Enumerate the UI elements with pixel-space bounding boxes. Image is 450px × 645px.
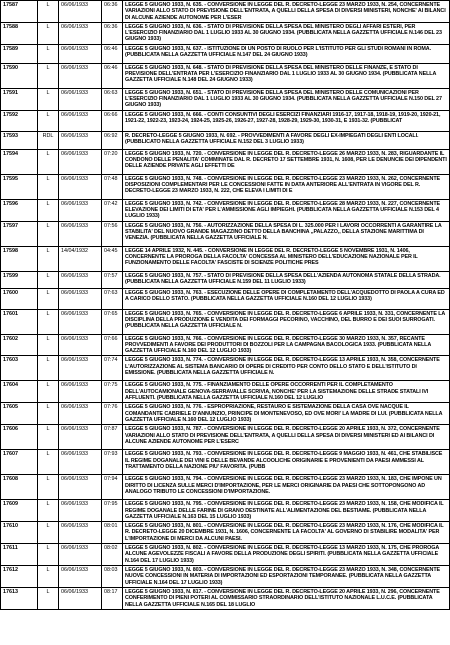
table-row bbox=[1, 425, 450, 450]
record-page: 06:46 bbox=[102, 44, 123, 63]
record-type: RDL bbox=[38, 131, 59, 149]
table-row bbox=[1, 587, 450, 609]
record-text: LEGGE 5 GIUGNO 1933, N. 787. - CONVERSIONE IN LEGGE DEL R. DECRETO-LEGGE 20 APRILE 1933, N. 372, CONCERNENTE VARIAZIONI ALLO STATO DI PREVISIONE DELL'ENTRATA, A QUELLI DELLA SPESA DI DIVERSI MINISTERI ED AI BILANCI DI ALCUNE AZIENDE AUTONOME PER L'ESERC bbox=[123, 425, 450, 450]
record-text: LEGGE 5 GIUGNO 1933, N. 776. - ESPROPRIAZIONE, RESTAURO E SISTEMAZIONE DELLA CASA OVE NACQUE IL COMANDANTE CABRIELE D'ANNUNZIO, PRINCIPE DI MONTENEVOSO, ED OVE MORI' LA MADRE DI LUI. (PUBBLICATA NELLA GAZZETTA UFFICIALE N.160 DEL 12 LUGLIO 1933) bbox=[123, 403, 450, 425]
record-number: 17600 bbox=[1, 288, 38, 309]
record-date: 06/06/1933 bbox=[59, 309, 102, 334]
record-date: 06/06/1933 bbox=[59, 221, 102, 246]
record-date: 06/06/1933 bbox=[59, 288, 102, 309]
table-row bbox=[1, 500, 450, 522]
record-number: 17598 bbox=[1, 246, 38, 271]
record-date: 06/06/1933 bbox=[59, 544, 102, 566]
record-type: L bbox=[38, 1, 59, 23]
record-text: LEGGE 5 GIUGNO 1933, N. 636. - STATO DI PREVISIONE DELLA SPESA DEL MINISTERO DEGLI AFFARI ESTERI, PER L'ESERCIZIO FINANZIARIO DAL 1 LUGLIO 1933 AL 30 GIUGNO 1934. (PUBBLICATA NELLA GAZZETTA UFFICIALE N.146 DEL 23 GIUGNO 1933) bbox=[123, 22, 450, 44]
record-number: 17591 bbox=[1, 88, 38, 110]
table-row bbox=[1, 44, 450, 63]
record-type: L bbox=[38, 174, 59, 199]
record-number: 17594 bbox=[1, 149, 38, 174]
record-number: 17587 bbox=[1, 1, 38, 23]
record-type: L bbox=[38, 309, 59, 334]
table-row bbox=[1, 271, 450, 288]
table-row bbox=[1, 381, 450, 403]
table-row bbox=[1, 309, 450, 334]
record-page: 04:45 bbox=[102, 246, 123, 271]
record-page: 06:46 bbox=[102, 63, 123, 88]
table-row bbox=[1, 450, 450, 475]
record-date: 06/06/1933 bbox=[59, 403, 102, 425]
record-number: 17606 bbox=[1, 425, 38, 450]
record-page: 06:63 bbox=[102, 88, 123, 110]
record-date: 06/06/1933 bbox=[59, 500, 102, 522]
record-date: 06/06/1933 bbox=[59, 522, 102, 544]
record-text: LEGGE 5 GIUGNO 1933, N. 720. - CONVERSIONE IN LEGGE DEL R. DECRETO-LEGGE 26 MARZO 1933, N. 283, RIGUARDANTE IL CONDONO DELLE PENALITA' COMMINATE DAL R. DECRETO 17 SETTEMBRE 1931, N. 1608, PER LE DENUNCIE DEI DIPENDENTI DELLE AZIENDE PRIVATE AGLI EFFETTI DE bbox=[123, 149, 450, 174]
table-row bbox=[1, 131, 450, 149]
record-type: L bbox=[38, 565, 59, 587]
record-number: 17599 bbox=[1, 271, 38, 288]
record-number: 17593 bbox=[1, 131, 38, 149]
record-date: 06/06/1933 bbox=[59, 450, 102, 475]
record-type: L bbox=[38, 221, 59, 246]
record-text: LEGGE 5 GIUGNO 1933, N. 793. - CONVERSIONE IN LEGGE DEL R. DECRETO-LEGGE 9 MAGGIO 1933, N. 461, CHE STABILISCE IL REGIME DOGANALE DEI VINI E DELLE BEVANDE ALCOOLICHE ORIGINARIE E PROVENIENTI DA PAESI AMMESSI AL TRATTAMENTO DELLA NAZIONE PIU' FAVORITA. (PUBB bbox=[123, 450, 450, 475]
record-page: 07:74 bbox=[102, 356, 123, 381]
record-date: 14/04/1932 bbox=[59, 246, 102, 271]
record-page: 07:95 bbox=[102, 500, 123, 522]
record-page: 07:57 bbox=[102, 271, 123, 288]
record-type: L bbox=[38, 44, 59, 63]
record-text: LEGGE 14 APRILE 1932, N. 445. - CONVERSIONE IN LEGGE DEL R. DECRETO-LEGGE 5 NOVEMBRE 1931, N. 1406, CONCERNENTE LA PROROGA DELLA FACOLTA' CONCESSA AL MINISTERO DELL'EDUCAZIONE NAZIONALE PER IL FUNZIONAMENTO DELLE FACOLTA' FASCISTE DI SCIENZE POLITICHE PRES bbox=[123, 246, 450, 271]
table-row bbox=[1, 199, 450, 221]
record-date: 06/06/1933 bbox=[59, 475, 102, 500]
record-date: 06/06/1933 bbox=[59, 587, 102, 609]
record-date: 06/06/1933 bbox=[59, 110, 102, 131]
record-page: 07:75 bbox=[102, 381, 123, 403]
table-row bbox=[1, 110, 450, 131]
record-type: L bbox=[38, 522, 59, 544]
record-number: 17611 bbox=[1, 544, 38, 566]
record-page: 07:56 bbox=[102, 221, 123, 246]
record-page: 07:93 bbox=[102, 450, 123, 475]
record-page: 08:17 bbox=[102, 587, 123, 609]
record-date: 06/06/1933 bbox=[59, 381, 102, 403]
table-row bbox=[1, 288, 450, 309]
record-date: 06/06/1933 bbox=[59, 425, 102, 450]
record-text: LEGGE 5 GIUGNO 1933, N. 635. - CONVERSIONE IN LEGGE DEL R. DECRETO-LEGGE 23 MARZO 1933, N. 254, CONCERNENTE VARIAZIONI ALLO STATO DI PREVISIONE DELL'ENTRATA, A QUELLI DELLA SPESA DI DIVERSI MINISTERI, NONCHE' AI BILANCI DI ALCUNE AZIENDE AUTONOME PER L'ESER bbox=[123, 1, 450, 23]
table-row bbox=[1, 565, 450, 587]
record-type: L bbox=[38, 381, 59, 403]
record-text: R. DECRETO-LEGGE 5 GIUGNO 1933, N. 692. - PROVVEDIMENTI A FAVORE DEGLI EX-IMPIEGATI DEGLI ENTI LOCALI. (PUBBLICATO NELLA GAZZETTA UFFICIALE N.152 DEL 3 LUGLIO 1933) bbox=[123, 131, 450, 149]
record-text: LEGGE 5 GIUGNO 1933, N. 802. - CONVERSIONE IN LEGGE DEL R. DECRETO-LEGGE 13 MARZO 1933, N. 175, CHE PROROGA ALCUNE AGEVOLEZZE FISCALI A FAVORE DELLA PRODUZIONE DEGLI SPIRITI. (PUBBLICATA NELLA GAZZETTA UFFICIALE N.164 DEL 17 LUGLIO 1933) bbox=[123, 544, 450, 566]
record-page: 07:65 bbox=[102, 309, 123, 334]
record-text: LEGGE 5 GIUGNO 1933, N. 766. - CONVERSIONE IN LEGGE DEL R. DECRETO-LEGGE 30 MARZO 1933, N. 357, RECANTE PROVVEDIMENTI A FAVORE DEI PRODUTTORI DI BOZZOLI PER LA CAMPAGNA BACOLOGICA 1933. (PUBBLICATA NELLA GAZZETTA UFFICIALE N.160 DEL 12 LUGLIO 1933) bbox=[123, 334, 450, 356]
record-date: 06/06/1933 bbox=[59, 149, 102, 174]
record-page: 06:36 bbox=[102, 1, 123, 23]
table-row bbox=[1, 63, 450, 88]
table-row bbox=[1, 22, 450, 44]
record-number: 17601 bbox=[1, 309, 38, 334]
record-number: 17610 bbox=[1, 522, 38, 544]
record-text: LEGGE 5 GIUGNO 1933, N. 795. - CONVERSIONE IN LEGGE DEL R. DECRETO-LEGGE 23 MARZO 1933, N. 158, CHE MODIFICA IL REGIME DOGANALE DELLE FARINE DI GRANO DESTINATE ALL'ALIMENTAZIONE DEL BESTIAME. (PUBBLICATA NELLA GAZZETTA UFFICIALE N.163 DEL 15 LUGLIO 1933) bbox=[123, 500, 450, 522]
record-number: 17602 bbox=[1, 334, 38, 356]
table-row bbox=[1, 88, 450, 110]
record-text: LEGGE 5 GIUGNO 1933, N. 742. - CONVERSIONE IN LEGGE DEL R. DECRETO-LEGGE 28 MARZO 1933, N. 227, CONCERNENTE ELEVAZIONE DEI LIMITI DI ETA' PER L'AMMISSIONE AGLI IMPIEGHI. (PUBBLICATA NELLA GAZZETTA UFFICIALE N.153 DEL 4 LUGLIO 1933) bbox=[123, 199, 450, 221]
record-number: 17605 bbox=[1, 403, 38, 425]
record-number: 17590 bbox=[1, 63, 38, 88]
record-date: 06/06/1933 bbox=[59, 334, 102, 356]
table-body bbox=[1, 1, 450, 610]
record-text: LEGGE 5 GIUGNO 1933, N. 803. - CONVERSIONE IN LEGGE DEL R. DECRETO-LEGGE 23 MARZO 1933, N. 348, CONCERNENTE NUOVE CONCESSIONI IN MATERIA DI IMPORTAZIONI ED ESPORTAZIONI TEMPORANEE. (PUBBLICATA NELLA GAZZETTA UFFICIALE N.164 DEL 17 LUGLIO 1933) bbox=[123, 565, 450, 587]
record-date: 06/06/1933 bbox=[59, 44, 102, 63]
record-date: 06/06/1933 bbox=[59, 1, 102, 23]
record-text: LEGGE 5 GIUGNO 1933, N. 756. - AUTORIZZAZIONE DELLA SPESA DI L. 325.000 PER I LAVORI OCCORRENTI A GARANTIRE LA STABILITA' DEL NUOVO GRANDE MAGAZZINO DETTO DELLA BANCHINA ,,PALAZZO,, DELLA STAZIONE MARITTIMA DI VENEZIA. (PUBBLICATA NELLA GAZZETTA UFFICIALE N. bbox=[123, 221, 450, 246]
record-type: L bbox=[38, 425, 59, 450]
record-type: L bbox=[38, 246, 59, 271]
record-type: L bbox=[38, 88, 59, 110]
record-type: L bbox=[38, 288, 59, 309]
record-type: L bbox=[38, 450, 59, 475]
record-page: 06:92 bbox=[102, 131, 123, 149]
table-row bbox=[1, 544, 450, 566]
table-row bbox=[1, 1, 450, 23]
record-text: LEGGE 5 GIUGNO 1933, N. 666. - CONTI CONSUNTIVI DEGLI ESERCIZI FINANZIARI 1916-17, 1917-18, 1918-19, 1919-20, 1920-21, 1921-22, 1922-23, 1923-24, 1924-25, 1925-26, 1926-27, 1927-28, 1928-29, 1929-30, 1930-31, E 1931-32. (PUBBLICAT bbox=[123, 110, 450, 131]
record-type: L bbox=[38, 63, 59, 88]
table-row bbox=[1, 149, 450, 174]
record-type: L bbox=[38, 500, 59, 522]
table-row bbox=[1, 334, 450, 356]
record-date: 06/06/1933 bbox=[59, 199, 102, 221]
record-number: 17588 bbox=[1, 22, 38, 44]
record-page: 08:02 bbox=[102, 544, 123, 566]
record-page: 07:87 bbox=[102, 425, 123, 450]
table-row bbox=[1, 174, 450, 199]
record-date: 06/06/1933 bbox=[59, 63, 102, 88]
table-row bbox=[1, 475, 450, 500]
record-type: L bbox=[38, 587, 59, 609]
record-page: 07:63 bbox=[102, 288, 123, 309]
record-text: LEGGE 5 GIUGNO 1933, N. 763. - ESECUZIONE DELLE OPERE DI COMPLETAMENTO DELL'ACQUEDOTTO DI PAOLA A CURA ED A CARICO DELLO STATO. (PUBBLICATA NELLA GAZZETTA UFFICIALE N.160 DEL 12 LUGLIO 1933) bbox=[123, 288, 450, 309]
table-row bbox=[1, 246, 450, 271]
record-type: L bbox=[38, 149, 59, 174]
record-text: LEGGE 5 GIUGNO 1933, N. 757. - STATO DI PREVISIONE DELLA SPESA DELL'AZIENDA AUTONOMA STATALE DELLA STRADA. (PUBBLICATA NELLA GAZZETTA UFFICIALE N.159 DEL 11 LUGLIO 1933) bbox=[123, 271, 450, 288]
record-type: L bbox=[38, 22, 59, 44]
record-number: 17608 bbox=[1, 475, 38, 500]
record-page: 07:42 bbox=[102, 199, 123, 221]
record-text: LEGGE 5 GIUGNO 1933, N. 775. - FINANZIAMENTO DELLE OPERE OCCORRENTI PER IL COMPLETAMENTO DELL'AUTOCAMIONALE GENOVA-SERRAVALLE SCRIVIA, NONCHE' PER LA SISTEMAZIONE DELLE STRADE STATALI IVI AFFLUENTI. (PUBBLICATA NELLA GAZZETTA UFFICIALE N.160 DEL 12 LUGLIO bbox=[123, 381, 450, 403]
record-type: L bbox=[38, 403, 59, 425]
record-page: 08:03 bbox=[102, 565, 123, 587]
record-page: 07:94 bbox=[102, 475, 123, 500]
record-text: LEGGE 5 GIUGNO 1933, N. 774. - CONVERSIONE IN LEGGE DEL R. DECRETO-LEGGE 13 APRILE 1933, N. 358, CONCERNENTE L'AUTORIZZAZIONE AL SISTEMA BANCARIO DI OPERE DI CREDITO PER CONTO DELLO STATO E DELL'ISTITUTO DI EMISSIONE. (PUBBLICATA NELLA GAZZETTA UFFICIALE N. bbox=[123, 356, 450, 381]
record-text: LEGGE 5 GIUGNO 1933, N. 748. - CONVERSIONE IN LEGGE DEL R. DECRETO-LEGGE 23 MARZO 1933, N. 262, CONCERNENTE DISPOSIZIONI COMPLEMENTARI PER LE CONCESSIONI FATTE IN DATA ANTERIORE ALL'ENTRATA IN VIGORE DEL R. DECRETO-LEGGE 23 MARZO 1933, N. 222, CHE ELEVA I LIMITI DI E bbox=[123, 174, 450, 199]
record-date: 06/06/1933 bbox=[59, 356, 102, 381]
record-type: L bbox=[38, 544, 59, 566]
record-number: 17607 bbox=[1, 450, 38, 475]
record-text: LEGGE 5 GIUGNO 1933, N. 817. - CONVERSIONE IN LEGGE DEL R. DECRETO-LEGGE 20 APRILE 1933, N. 296, CONCERNENTE CONFERIMENTO DI PIENI POTERI AL COMMISSARIO STRAORDINARIO DELL'ISTITUTO NAZIONALE L.U.C.E. (PUBBLICATA NELLA GAZZETTA UFFICIALE N.165 DEL 18 LUGLIO bbox=[123, 587, 450, 609]
record-date: 06/06/1933 bbox=[59, 22, 102, 44]
record-type: L bbox=[38, 110, 59, 131]
record-page: 08:01 bbox=[102, 522, 123, 544]
record-page: 06:66 bbox=[102, 110, 123, 131]
record-date: 06/06/1933 bbox=[59, 131, 102, 149]
record-type: L bbox=[38, 271, 59, 288]
record-number: 17589 bbox=[1, 44, 38, 63]
record-text: LEGGE 5 GIUGNO 1933, N. 765. - CONVERSIONE IN LEGGE DEL R. DECRETO-LEGGE 6 APRILE 1933, N. 331, CONCERNENTE LA DISCIPLINA DELLA PRODUZIONE E VENDITA DEI FORMAGGI PECORINO, VACCHINO, DEL BURRO E DEI SUOI SURROGATI. (PUBBLICATA NELLA GAZZETTA UFFICIALE N. bbox=[123, 309, 450, 334]
record-text: LEGGE 5 GIUGNO 1933, N. 801. - CONVERSIONE IN LEGGE DEL R. DECRETO-LEGGE 23 MARZO 1933, N. 176, CHE MODIFICA IL R. DECRETO-LEGGE 20 DICEMBRE 1931, N. 1606, CONCERNENTE LA FACOLTA' AL GOVERNO DI STABILIRE MODALITA' PER L'IMPORTAZIONE DI MERCI DA ALCUNI PAESI. bbox=[123, 522, 450, 544]
record-page: 07:66 bbox=[102, 334, 123, 356]
table-row bbox=[1, 522, 450, 544]
record-page: 06:36 bbox=[102, 22, 123, 44]
table-row bbox=[1, 356, 450, 381]
record-type: L bbox=[38, 199, 59, 221]
record-page: 07:48 bbox=[102, 174, 123, 199]
record-number: 17613 bbox=[1, 587, 38, 609]
record-type: L bbox=[38, 475, 59, 500]
record-number: 17609 bbox=[1, 500, 38, 522]
record-number: 17604 bbox=[1, 381, 38, 403]
record-number: 17592 bbox=[1, 110, 38, 131]
record-text: LEGGE 5 GIUGNO 1933, N. 637. - ISTITUZIONE DI UN POSTO DI RUOLO PER L'ISTITUTO PER GLI STUDI ROMANI IN ROMA. (PUBBLICATA NELLA GAZZETTA UFFICIALE N.147 DEL 24 GIUGNO 1933) bbox=[123, 44, 450, 63]
record-page: 07:76 bbox=[102, 403, 123, 425]
record-number: 17596 bbox=[1, 199, 38, 221]
record-date: 06/06/1933 bbox=[59, 174, 102, 199]
record-number: 17595 bbox=[1, 174, 38, 199]
record-page: 07:20 bbox=[102, 149, 123, 174]
record-text: LEGGE 5 GIUGNO 1933, N. 794. - CONVERSIONE IN LEGGE DEL R. DECRETO-LEGGE 23 MARZO 1933, N. 183, CHE IMPONE UN DIRITTO DI LICENZA SULLE MERCI D'IMPORTAZIONE, PER LE MERCI ORIGINARIE DA PAESI CHE SOTTOPONGONO AD ANALOGO TRIBUTO LE CONCESSIONI D'IMPORTAZIONE. bbox=[123, 475, 450, 500]
record-number: 17603 bbox=[1, 356, 38, 381]
record-type: L bbox=[38, 334, 59, 356]
record-text: LEGGE 5 GIUGNO 1933, N. 651. - STATO DI PREVISIONE DELLA SPESA DEL MINISTERO DELLE COMUNICAZIONI PER L'ESERCIZIO FINANZIARIO DAL 1 LUGLIO 1933 AL 30 GIUGNO 1934. (PUBBLICATA NELLA GAZZETTA UFFICIALE N.150 DEL 27 GIUGNO 1933) bbox=[123, 88, 450, 110]
record-text: LEGGE 5 GIUGNO 1933, N. 648. - STATO DI PREVISIONE DELLA SPESA DEL MINISTERO DELLE FINANZE, E STATO DI PREVISIONE DELL'ENTRATA PER L'ESERCIZIO FINANZIARIO DAL 1 LUGLIO 1933 AL 30 GIUGNO 1934. (PUBBLICATA NELLA GAZZETTA UFFICIALE N.148 DEL 24 GIUGNO 1933) bbox=[123, 63, 450, 88]
record-type: L bbox=[38, 356, 59, 381]
record-number: 17597 bbox=[1, 221, 38, 246]
record-number: 17612 bbox=[1, 565, 38, 587]
table-row bbox=[1, 403, 450, 425]
record-date: 06/06/1933 bbox=[59, 565, 102, 587]
record-date: 06/06/1933 bbox=[59, 271, 102, 288]
record-date: 06/06/1933 bbox=[59, 88, 102, 110]
table-row bbox=[1, 221, 450, 246]
